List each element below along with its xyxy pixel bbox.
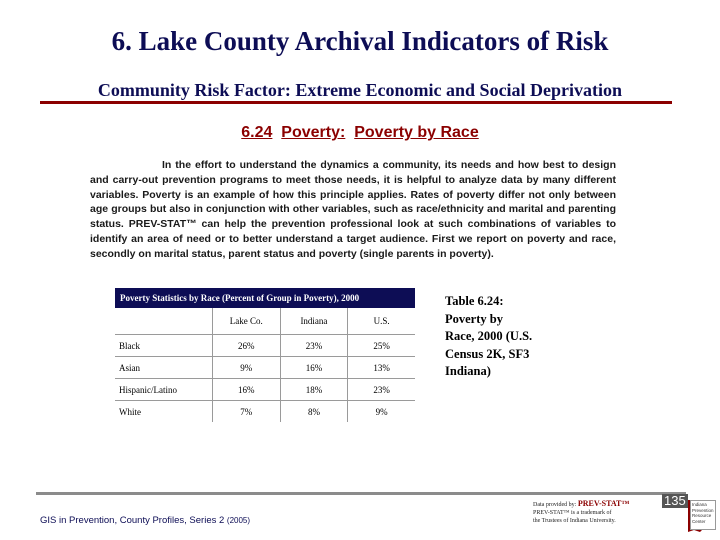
page-title: 6. Lake County Archival Indicators of Risk [111,26,609,56]
footer-year: (2005) [226,516,251,525]
section-label-a: Poverty: [281,124,346,141]
table-header-row [115,308,415,335]
table-cell: 8% [280,401,348,423]
table-row [115,401,415,423]
badge-data-provided: Data provided by: [533,502,578,508]
row-label: Hispanic/Latino [115,379,212,401]
row-label: Asian [115,357,212,379]
table-cell: 7% [212,401,280,423]
footer-series: GIS in Prevention, County Profiles, Series 2 [40,515,227,526]
table-corner-cell [115,308,212,335]
body-paragraph-text: In the effort to understand the dynamics a community, its needs and how best to design and carry-out prevention programs to meet those needs, it is helpful to analyze data by many different variables. Poverty is an example of how this principle applies. Rates of poverty differ not only between age groups but also in conjunction with other variables, such as race/ethnicity and marital and parenting status. PREV-STAT™ can help the prevention professional look at such combinations of variables to identify an area of need or to better understand a target audience. First we report on poverty and race, secondly on marital status, parent status and poverty (single parents in poverty). [90,159,616,260]
badge-brand: PREV-STAT™ [577,499,630,508]
table-grid [115,308,415,422]
table-cell: 16% [280,357,348,379]
poverty-table [115,288,415,422]
header-divider [40,101,672,104]
iprc-logo: Indiana Prevention Resource Center [690,500,716,530]
section-number: 6.24 [241,124,273,141]
table-row [115,335,415,357]
row-label: Black [115,335,212,357]
table-cell: 23% [280,335,348,357]
table-cell: 23% [348,379,415,401]
column-header: Lake Co. [212,308,280,335]
table-cell: 16% [212,379,280,401]
table-row [115,379,415,401]
section-label-b: Poverty by Race [354,124,479,141]
table-caption: Table 6.24: Poverty by Race, 2000 (U.S. Census 2K, SF3 Indiana) [445,294,533,378]
column-header: U.S. [348,308,415,335]
footer-citation [40,515,250,526]
table-title: Poverty Statistics by Race (Percent of Group in Poverty), 2000 [115,288,415,308]
table-cell: 13% [348,357,415,379]
page-subtitle: Community Risk Factor: Extreme Economic and Social Deprivation [97,80,623,100]
table-cell: 9% [212,357,280,379]
table-cell: 26% [212,335,280,357]
badge-line-2: PREV-STAT™ is a trademark of [533,510,612,516]
table-cell: 9% [348,401,415,423]
table-cell: 25% [348,335,415,357]
body-paragraph [90,158,616,262]
badge-line-1 [533,500,683,509]
table-cell: 18% [280,379,348,401]
page-number: 135 [664,493,686,508]
table-row [115,357,415,379]
badge-line-3: the Trustees of Indiana University. [533,518,616,524]
row-label: White [115,401,212,423]
prev-stat-badge [533,500,683,536]
section-heading [0,124,720,142]
column-header: Indiana [280,308,348,335]
footer-divider [36,492,686,495]
